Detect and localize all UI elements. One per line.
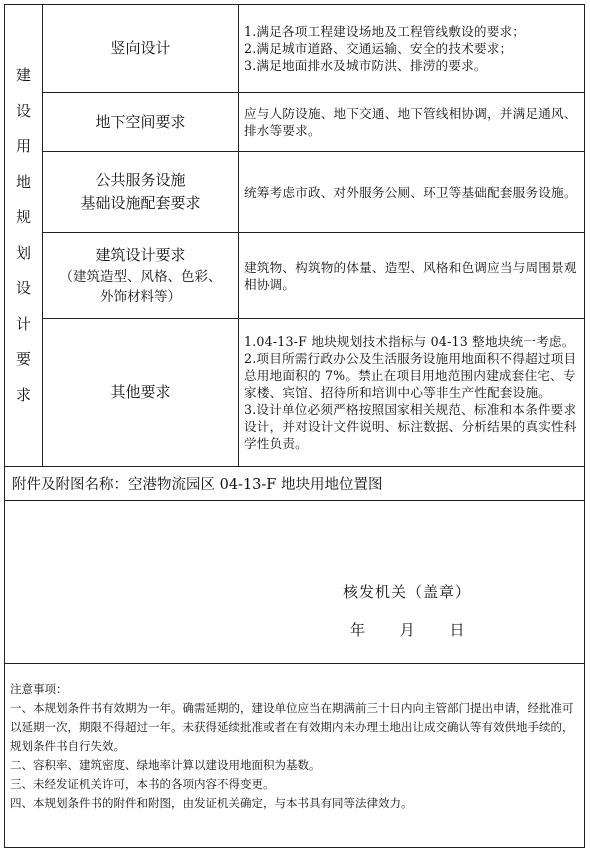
requirement-cell bbox=[239, 5, 585, 93]
requirement-line: 建筑物、构筑物的体量、造型、风格和色调应当与周围景观相协调。 bbox=[244, 259, 577, 292]
table-row bbox=[5, 5, 585, 93]
table-row bbox=[5, 467, 585, 501]
section-title-char: 划 bbox=[15, 243, 31, 262]
category-label: 建筑设计要求 bbox=[95, 246, 186, 264]
category-cell bbox=[43, 5, 239, 93]
category-sublabel: （建筑造型、风格、色彩、 bbox=[59, 269, 222, 285]
section-title-char: 用 bbox=[15, 137, 31, 155]
attachment-text: 附件及附图名称：空港物流园区 04-13-F 地块用地位置图 bbox=[12, 477, 383, 493]
section-title-char: 设 bbox=[15, 279, 31, 297]
requirement-line: 1.满足各项工程建设场地及工程管线敷设的要求； bbox=[244, 24, 526, 39]
notes-title: 注意事项： bbox=[10, 682, 68, 696]
category-cell bbox=[43, 93, 239, 152]
requirement-line: 2.满足城市道路、交通运输、安全的技术要求； bbox=[244, 41, 513, 56]
note-item: 三、未经发证机关许可，本书的各项内容不得变更。 bbox=[10, 777, 275, 791]
table-row bbox=[5, 93, 585, 152]
requirement-line: 3.满足地面排水及城市防洪、排涝的要求。 bbox=[244, 58, 487, 73]
section-title-char: 设 bbox=[15, 101, 31, 120]
requirement-cell bbox=[239, 233, 585, 319]
category-label: 公共服务设施 bbox=[95, 171, 186, 189]
note-item: 二、容积率、建筑密度、绿地率计算以建设用地面积为基数。 bbox=[10, 758, 321, 772]
category-cell bbox=[43, 152, 239, 233]
requirements-table bbox=[4, 4, 585, 848]
issuer-cell bbox=[5, 501, 585, 664]
category-sublabel: 外饰材料等） bbox=[100, 289, 181, 305]
section-title-char: 地 bbox=[15, 172, 31, 191]
notes-cell bbox=[5, 664, 585, 848]
requirement-line: 1.04-13-F 地块规划技术指标与 04-13 整地块统一考虑。 bbox=[244, 334, 575, 349]
table-row bbox=[5, 319, 585, 467]
section-title-char: 求 bbox=[15, 385, 31, 404]
table-row bbox=[5, 501, 585, 664]
section-title-char: 建 bbox=[15, 66, 31, 84]
category-cell bbox=[43, 233, 239, 319]
requirement-cell bbox=[239, 93, 585, 152]
category-label: 基础设施配套要求 bbox=[80, 194, 201, 212]
section-title-char: 要 bbox=[15, 350, 31, 368]
section-title-vertical bbox=[5, 5, 43, 467]
requirement-cell bbox=[239, 319, 585, 467]
attachment-cell bbox=[5, 467, 585, 501]
table-row bbox=[5, 664, 585, 848]
category-label: 其他要求 bbox=[110, 383, 171, 401]
requirement-cell bbox=[239, 152, 585, 233]
section-title-char: 规 bbox=[15, 208, 31, 226]
category-label: 地下空间要求 bbox=[95, 112, 186, 131]
requirement-line: 统筹考虑市政、对外服务公厕、环卫等基础配套服务设施。 bbox=[244, 184, 577, 200]
requirement-line: 应与人防设施、地下交通、地下管线相协调，并满足通风、排水等要求。 bbox=[244, 106, 577, 138]
requirement-line: 3.设计单位必须严格按照国家相关规范、标准和本条件要求设计，并对设计文件说明、标注数据、分析结果的真实性科学性负责。 bbox=[244, 402, 577, 451]
requirement-line: 2.项目所需行政办公及生活服务设施用地面积不得超过项目总用地面积的 7%。禁止在项目用地范围内建成套住宅、专家楼、宾馆、招待所和培训中心等非生产性配套设施。 bbox=[244, 351, 577, 400]
section-title-char: 计 bbox=[15, 314, 31, 333]
note-item: 四、本规划条件书的附件和附图，由发证机关确定，与本书具有同等法律效力。 bbox=[10, 796, 413, 810]
table-row bbox=[5, 233, 585, 319]
category-cell bbox=[43, 319, 239, 467]
table-row bbox=[5, 152, 585, 233]
category-label: 竖向设计 bbox=[110, 39, 171, 57]
note-item: 一、本规划条件书有效期为一年。确需延期的，建设单位应当在期满前三十日内向主管部门提出申请，经批准可以延期一次，期限不得超过一年。未获得延续批准或者在有效期内未办理土地出让成交确认等有效供地手续的，规划条件书自行失效。 bbox=[10, 701, 574, 753]
issue-date: 年 月 日 bbox=[350, 621, 465, 639]
issuing-authority-seal: 核发机关（盖章） bbox=[343, 583, 472, 601]
planning-conditions-form bbox=[4, 4, 584, 830]
